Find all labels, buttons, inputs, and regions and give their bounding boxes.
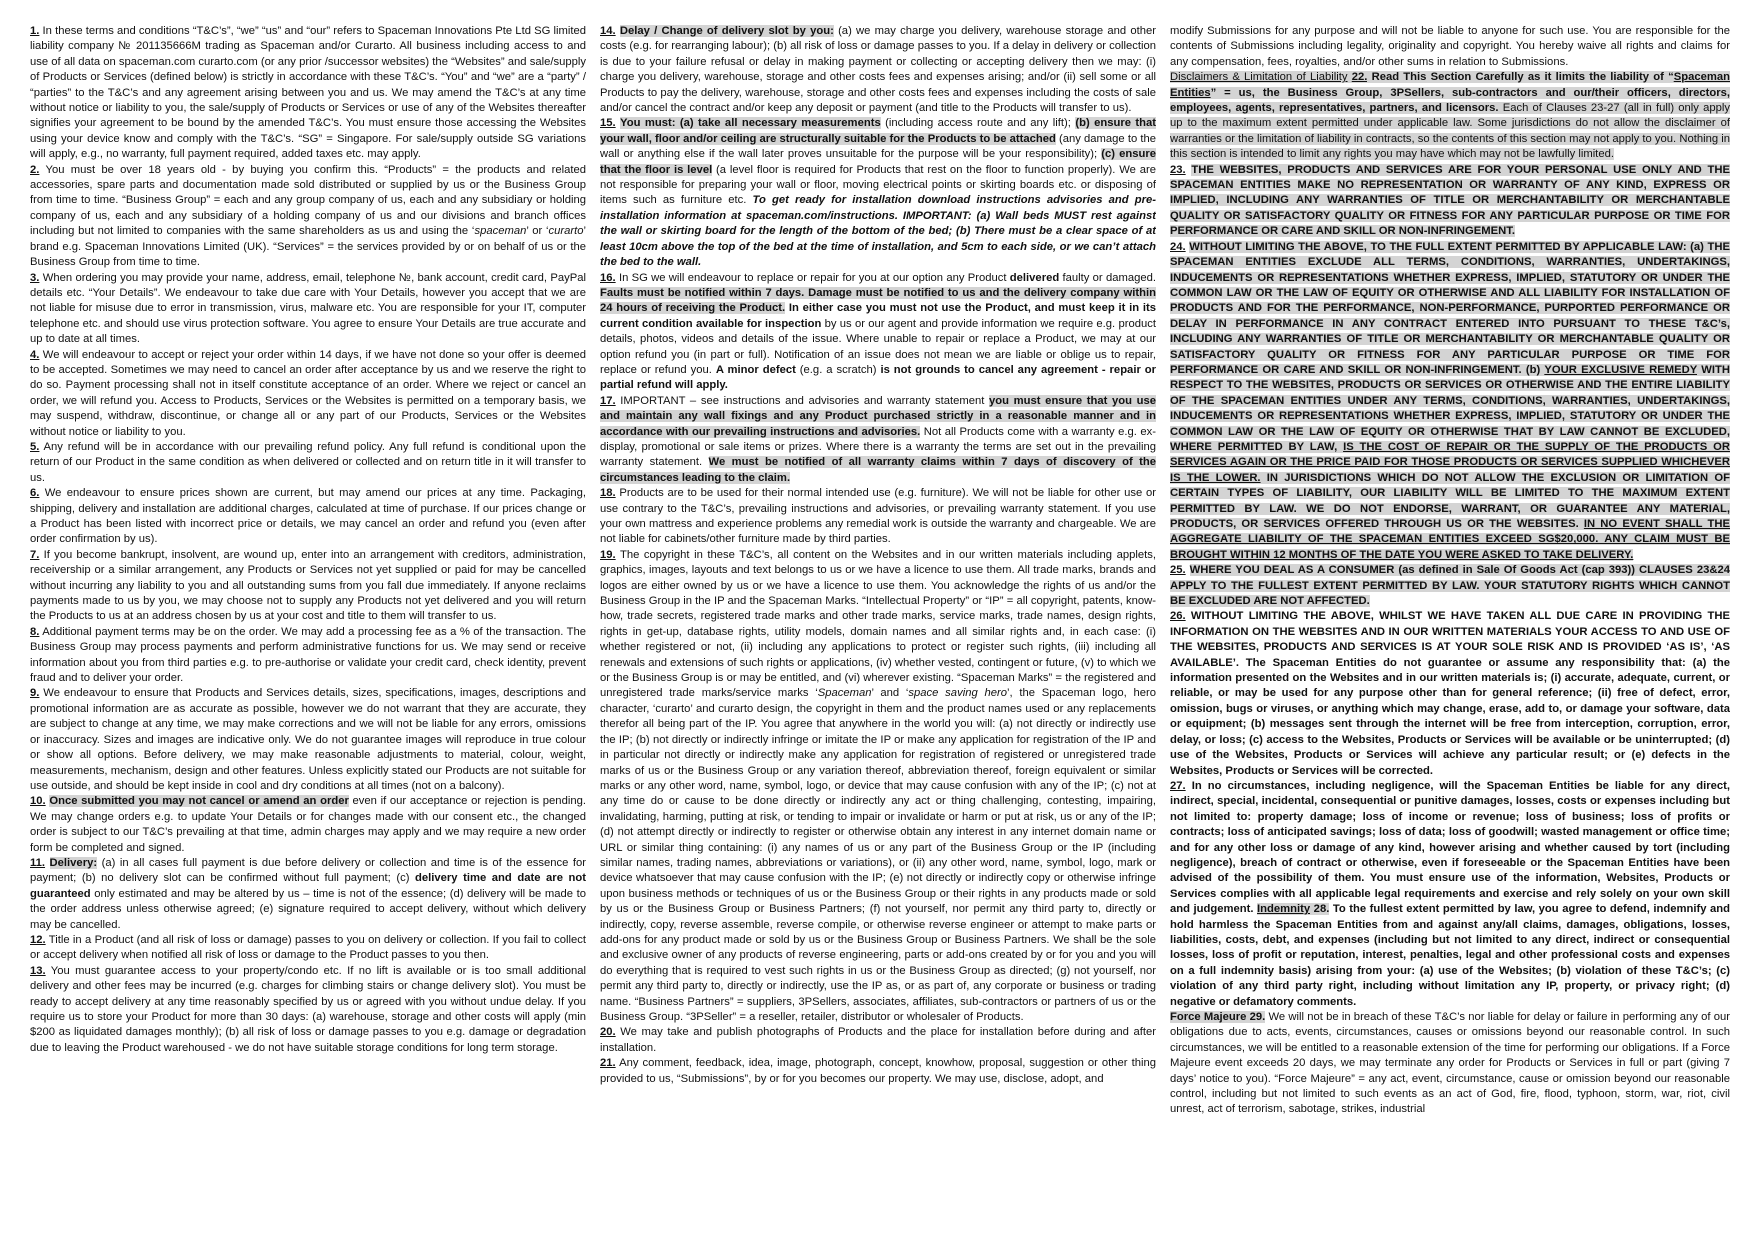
clause-text: In no circumstances, including negligence, will the Spaceman Entities be liable for any direct, indirect, special, incidental, consequential or punitive damages, losses, costs or expenses including but not limited to: property damage; loss of income or revenue; loss of business; loss of profits or contracts; loss of anticipated savings; loss of data; loss of goodwill; wasted management or office time; and for any other loss or damage of any kind, however arising and whether caused by tort (including negligence), breach of contract or otherwise, even if foreseeable or the Spaceman Entities have been advised of the possibility of them. You must ensure use of the information, Websites, Products or Services complies with all applicable legal requirements and exercise and rely solely on your own skill and judgement. bbox=[1170, 779, 1730, 916]
clause-text: THE WEBSITES, PRODUCTS AND SERVICES ARE FOR YOUR PERSONAL USE ONLY AND THE SPACEMAN ENTITIES MAKE NO REPRESENTATION OR WARRANTY OF ANY KIND, EXPRESS OR IMPLIED, INCLUDING ANY WARRANTIES OF TITLE OR MERCHANTABILITY OR MERCHANTABLE QUALITY OR SATISFACTORY QUALITY OR FITNESS FOR ANY PARTICULAR PURPOSE OR TIME FOR PERFORMANCE OR CARE AND SKILL OR NON-INFRINGEMENT. bbox=[1170, 163, 1730, 238]
clause-text: ’ or ‘ bbox=[526, 225, 549, 238]
clause-text: curarto bbox=[548, 225, 584, 238]
clause-9 bbox=[30, 686, 586, 794]
clause-number: 4. bbox=[30, 348, 40, 361]
clause-text: IN JURISDICTIONS WHICH DO NOT ALLOW THE EXCLUSION OR LIMITATION OF CERTAIN TYPES OF LIABILITY, OUR LIABILITY WILL BE LIMITED TO THE MAXIMUM EXTENT PERMITTED BY LAW. WE DO NOT ENDORSE, WARRANT, OR GUARANTEE ANY MATERIAL, PRODUCTS, OR SERVICES OFFERED THROUGH US OR THE WEBSITES. bbox=[1170, 471, 1730, 530]
clause-text: Spaceman Entities bbox=[1170, 71, 1730, 99]
clause-continuation bbox=[1170, 1010, 1730, 1118]
clause-21 bbox=[600, 1056, 1156, 1087]
clause-number: 14. bbox=[600, 25, 616, 37]
clause-text: We will not be in breach of these T&C’s nor liable for delay or failure in performing any of our obligations due to acts, events, circumstances, causes or omissions beyond our reasonable control. In such circumstances, we will be entitled to a reasonable extension of the time for performing our obligations. If a Force Majeure event exceeds 20 days, we may terminate any order for Products or Services in full or part (giving 7 days’ notice to you). “Force Majeure” = any act, event, circumstance, cause or omission beyond our reasonable control, including but not limited to such events as an act of God, fire, flood, typhoon, storm, war, riot, civil unrest, act of terrorism, sabotage, strikes, industrial bbox=[1170, 1011, 1730, 1116]
clause-number: 17. bbox=[600, 394, 616, 407]
clause-text: IS THE COST OF REPAIR OR THE SUPPLY OF THE PRODUCTS OR SERVICES AGAIN OR THE PRICE PAID FOR THOSE PRODUCTS OR SERVICES SUPPLIED WHICHEVER IS THE LOWER. bbox=[1170, 440, 1730, 484]
clause-13 bbox=[30, 964, 586, 1056]
clause-number: 18. bbox=[600, 487, 616, 500]
clause-text: ’ and ‘ bbox=[871, 687, 909, 700]
clause-26 bbox=[1170, 609, 1730, 778]
clause-number: 5. bbox=[30, 440, 40, 453]
clause-6 bbox=[30, 486, 586, 548]
clause-number: 19. bbox=[600, 548, 616, 561]
clause-text: Force Majeure 29. bbox=[1170, 1011, 1266, 1023]
clause-continuation bbox=[1170, 24, 1730, 70]
clause-8 bbox=[30, 625, 586, 687]
clause-1 bbox=[30, 24, 586, 163]
clause-3 bbox=[30, 271, 586, 348]
clause-text: In SG we will endeavour to replace or repair for you at our option any Product bbox=[618, 271, 1010, 284]
clause-text: delivery time and date are not guaranteed bbox=[30, 872, 586, 900]
clause-text: 22. bbox=[1351, 71, 1368, 84]
clause-text: (c) ensure that the floor is level bbox=[600, 148, 1156, 176]
clause-number: 7. bbox=[30, 548, 40, 561]
clause-text: even if our acceptance or rejection is pending. We may change orders e.g. to update Your Details or for changes made with our consent etc., the changed order is subject to our T&C’s prevailing at that time, admin charges may apply and we may require a new order form be completed and signed. bbox=[30, 795, 586, 854]
clause-number: 15. bbox=[600, 117, 616, 130]
clause-text: Each of Clauses 23-27 (all in full) only apply up to the maximum extent permitted under applicable law. Some jurisdictions do not allow the disclaimer of warranties or the limitation of liability in contracts, so the contents of this section may not apply to you. Nothing in this section is intended to limit any rights you may have which may not be lawfully limited. bbox=[1170, 102, 1730, 161]
clause-text: WITHOUT LIMITING THE ABOVE, WHILST WE HAVE TAKEN ALL DUE CARE IN PROVIDING THE INFORMATION ON THE WEBSITES AND IN OUR WRITTEN MATERIALS YOUR ACCESS TO AND USE OF THE WEBSITES, PRODUCTS AND SERVICES IS AT YOUR SOLE RISK AND IS PROVIDED ‘AS IS’, ‘AS AVAILABLE’. The Spaceman Entities do not guarantee or assume any responsibility that: (a) the information presented on the Websites and in our written materials is; (i) accurate, adequate, current, or reliable, or may be used for any purpose other than for general reference; (ii) free of defect, error, omission, bugs or viruses, or anything which may change, erase, add to, or damage your software, data or equipment; (b) messages sent through the internet will be free from interception, corruption, error, delay, or loss; (c) access to the Websites, Products or Services will be available or be uninterrupted; (d) use of the Websites, Products or Services will achieve any particular result; or (e) defects in the Websites, Products or Services will be corrected. bbox=[1170, 610, 1730, 777]
clause-number: 20. bbox=[600, 1026, 616, 1039]
clause-number: 24. bbox=[1170, 240, 1186, 253]
clause-text: WITH RESPECT TO THE WEBSITES, PRODUCTS OR SERVICES OR OTHERWISE AND THE ENTIRE LIABILITY OF THE SPACEMAN ENTITIES UNDER ANY TERMS, CONDITIONS, WARRANTIES, UNDERTAKINGS, INDUCEMENTS OR REPRESENTATIONS WHETHER EXPRESS, IMPLIED, STATUTORY OR UNDER THE COMMON LAW OR THE LAW OF EQUITY OR OTHERWISE THAT BY LAW CANNOT BE EXCLUDED, WHERE PERMITTED BY LAW, bbox=[1170, 363, 1730, 453]
clause-text: YOUR EXCLUSIVE REMEDY bbox=[1544, 363, 1698, 376]
clause-18 bbox=[600, 486, 1156, 548]
clause-text: Disclaimers & Limitation of Liability bbox=[1170, 71, 1348, 84]
clause-text: In these terms and conditions “T&C’s”, “we” “us” and “our” refers to Spaceman Innovations Pte Ltd SG limited liability company № 201135666M trading as Spaceman and/or Curarto. All business including access to and use of all data on spaceman.com curarto.com (or any prior /successor websites) the “Websites” and sale/supply of Products or Services (defined below) is strictly in accordance with these T&C’s. “You” and “we” are a “party” / “parties” to the T&C’s and any agreement arising between you and us. We may amend the T&C’s at any time without notice or liability to you, the sale/supply of Products or Services or use of any of the Websites thereafter signifies your agreement to be bound by the amended T&C’s. You must ensure those accessing the Websites using your device know and comply with the T&C’s. “SG” = Singapore. For sale/supply outside SG variations will apply, e.g., no warranty, full payment required, added taxes etc. may apply. bbox=[30, 25, 586, 161]
clause-text: Read This Section Carefully as it limits the liability of “ bbox=[1367, 71, 1674, 84]
clause-12 bbox=[30, 933, 586, 964]
clause-text: A minor defect bbox=[715, 363, 796, 376]
clause-text: Delivery: bbox=[49, 856, 98, 869]
clause-16 bbox=[600, 271, 1156, 394]
clause-text: The copyright in these T&C’s, all content on the Websites and in our written materials including applets, graphics, images, layouts and text belongs to us or we have a licence to use them. All trade marks, brands and logos are either owned by us or we have a licence to use them. You acknowledge the rights of us and/or the Business Group in the IP and the Spaceman Marks. “Intellectual Property” or “IP” = all copyright, patents, know-how, trade secrets, registered trade marks and other trade marks, service marks, trade names, design rights, rights in get-up, database rights, utility models, domain names and all similar rights and, in each case: (i) whether registered or not, (ii) including any applications to protect or register such rights, (iii) including all renewals and extensions of such rights or applications, (iv) whether vested, contingent or future, (v) to which we or the Business Group is or may be entitled, and (vi) wherever existing. “Spaceman Marks” = the registered and unregistered trade marks/service marks ‘ bbox=[600, 548, 1156, 700]
clause-number: 21. bbox=[600, 1057, 616, 1070]
clause-14 bbox=[600, 24, 1156, 116]
clause-text: delivered bbox=[1009, 271, 1060, 284]
clause-text: Indemnity bbox=[1257, 903, 1311, 916]
clause-17 bbox=[600, 394, 1156, 486]
clause-number: 25. bbox=[1170, 564, 1186, 577]
clause-text: (any damage to the wall or anything else if the wall later proves unsuitable for the purpose will be your responsibility); bbox=[600, 132, 1156, 161]
clause-5 bbox=[30, 440, 586, 486]
clause-number: 11. bbox=[30, 856, 46, 869]
clause-24 bbox=[1170, 240, 1730, 564]
clause-text: (a) in all cases full payment is due before delivery or collection and time is of the essence for payment; (b) no delivery slot can be confirmed without full payment; (c) bbox=[30, 856, 586, 885]
clause-number: 23. bbox=[1170, 163, 1186, 176]
clause-text: We will endeavour to accept or reject your order within 14 days, if we have not done so your offer is deemed to be accepted. Sometimes we may need to cancel an order after acceptance by us and we reserve the right to do so. Payment processing shall not in itself constitute acceptance of an order. Where we reject or cancel an order, we will refund you. Access to Products, Services or the Websites is permitted on a temporary basis, we may suspend, withdraw, discontinue, or change all or any part of our Products, Services or the Websites without notice or liability to you. bbox=[30, 348, 586, 438]
clause-text: We endeavour to ensure that Products and Services details, sizes, specifications, images, descriptions and promotional information are as accurate as possible, however we do not warrant that they are accurate, they are subject to change at any time, we may make corrections and we will not be liable for any errors, omissions or inaccuracy. Sizes and images are indicative only. We do not guarantee images will reproduce in true colour or show all options. Before delivery, we may make reasonable adjustments to material, colour, weight, measurements, mechanism, design and other features. Unless explicitly stated our Products are not suitable for use outside, and should be kept inside in cool and dry conditions at all times (not on a balcony). bbox=[30, 687, 586, 792]
clause-text: (including access route and any lift); bbox=[880, 117, 1076, 130]
clause-25 bbox=[1170, 563, 1730, 609]
clause-text: You must guarantee access to your property/condo etc. If no lift is available or is too small additional delivery and other fees may be incurred (e.g. charges for climbing stairs or change delivery slot). You must be ready to accept delivery at any time reasonably specified by us or agreed with you without undue delay. If you require us to store your Product for more than 30 days: (a) warehouse, storage and other costs will apply (min $200 as liquidated damages monthly); (b) all risk of loss or damage passes to you e.g. damage or degradation due to leaving the Product warehoused - we do not have suitable storage conditions for long term storage. bbox=[30, 964, 586, 1054]
clause-number: 10. bbox=[30, 795, 46, 808]
terms-column-1 bbox=[30, 24, 586, 1224]
clause-number: 16. bbox=[600, 271, 616, 284]
clause-number: 12. bbox=[30, 933, 46, 946]
clause-text: ’ brand e.g. Spaceman Innovations Limited (UK). “Services” = the services provided by or on behalf of us or the Business Group from time to time. bbox=[30, 225, 586, 269]
clause-text: WITHOUT LIMITING THE ABOVE, TO THE FULL EXTENT PERMITTED BY APPLICABLE LAW: (a) THE SPACEMAN ENTITIES EXCLUDE ALL TERMS, CONDITIONS, WARRANTIES, UNDERTAKINGS, INDUCEMENTS OR REPRESENTATIONS WHETHER EXPRESS, IMPLIED, STATUTORY OR UNDER THE COMMON LAW OR THE LAW OF EQUITY OR OTHERWISE AND ALL LIABILITY FOR INSTALLATION OF PRODUCTS AND FOR THE PERFORMANCE, NON-PERFORMANCE, PURPORTED PERFORMANCE OR DELAY IN PERFORMANCE IN ANY CONTRACT ENTERED INTO PURSUANT TO THESE T&C’s, INCLUDING ANY WARRANTIES OF TITLE OR MERCHANTABILITY OR MERCHANTABLE QUALITY OR SATISFACTORY QUALITY OR FITNESS FOR ANY PARTICULAR PURPOSE OR TIME FOR PERFORMANCE OR CARE AND SKILL OR NON-INFRINGEMENT. (b) bbox=[1170, 240, 1730, 376]
clause-text: is not grounds to cancel any agreement - repair or partial refund will apply. bbox=[600, 363, 1156, 392]
clause-2 bbox=[30, 163, 586, 271]
clause-text: spaceman bbox=[474, 225, 527, 238]
clause-7 bbox=[30, 548, 586, 625]
clause-text: Any comment, feedback, idea, image, photograph, concept, knowhow, proposal, suggestion or other thing provided to us, “Submissions”, by or for you becomes our property. We may use, disclose, adopt, and bbox=[600, 1057, 1156, 1085]
clause-text: We endeavour to ensure prices shown are current, but may amend our prices at any time. Packaging, shipping, delivery and installation are additional charges, calculated at time of purchase. If our prices change or a Product has been listed with incorrect price or details, we may cancel an order and refund you (even after order confirmation by us). bbox=[30, 487, 586, 546]
clause-continuation bbox=[1170, 70, 1730, 162]
clause-10 bbox=[30, 794, 586, 856]
clause-number: 3. bbox=[30, 271, 40, 284]
clause-text: You must be over 18 years old - by buying you confirm this. “Products” = the products and related accessories, spare parts and documentation made sold distributed or supplied by us or the Business Group from time to time. “Business Group” = each and any group company of us, each and any subsidiary or holding company of us, each and any subsidiary of a holding company of us and our divisions and branch offices including but not limited to companies with the same shareholders as us and using the ‘ bbox=[30, 163, 586, 238]
clause-text: (a) we may charge you delivery, warehouse storage and other costs (e.g. for rearranging labour); (b) all risk of loss or damage passes to you. If a delay in delivery or collection is due to your failure refusal or delay in making payment or collecting or accepting delivery then we may: (i) charge you delivery, warehouse, storage and other costs fees and expenses arising; and/or (ii) sell some or all Products to pay the delivery, warehouse, storage and other costs fees and expenses including the costs of sale and/or cancel the contract and/or keep any deposit or payment (and title to the Products will transfer to us). bbox=[600, 25, 1156, 115]
clause-text: ” = us, the Business Group, 3PSellers, sub-contractors and our/their officers, directors, employees, agents, representatives, partners, and licensors. bbox=[1170, 86, 1730, 115]
clause-text: Delay / Change of delivery slot by you: bbox=[619, 25, 834, 37]
clause-4 bbox=[30, 348, 586, 440]
clause-text: (b) ensure that your wall, floor and/or ceiling are structurally suitable for the Products to be attached bbox=[600, 117, 1156, 145]
clause-text: We must be notified of all warranty claims within 7 days of discovery of the circumstances leading to the claim. bbox=[600, 456, 1156, 484]
clause-27 bbox=[1170, 779, 1730, 1010]
clause-text: To the fullest extent permitted by law, you agree to defend, indemnify and hold harmless the Spaceman Entities from and against any/all claims, damages, obligations, losses, liabilities, costs, debt, and expenses (including but not limited to any direct, indirect or consequential losses, loss of profit or reputation, interest, penalties, legal and other professional costs and expenses on a full indemnity basis) arising from your: (a) use of the Websites; (b) violation of these T&C’s; (c) violation of any third party right, including without limitation any IP, property, or privacy right; (d) negative or defamatory comments. bbox=[1170, 903, 1730, 1008]
clause-text: 28. bbox=[1310, 903, 1330, 916]
clause-text: You must: (a) take all necessary measurements bbox=[620, 117, 881, 130]
clause-text: Any refund will be in accordance with our prevailing refund policy. Any full refund is conditional upon the return of our Product in the same condition as when delivered or collected and on return title in it will transfer to us. bbox=[30, 440, 586, 484]
terms-column-2 bbox=[600, 24, 1156, 1224]
clause-text: by us or our agent and provide information we require e.g. product details, photos, videos and details of the issue. Where unable to repair or replace a Product, we may at our option refund you (in part or full). Notification of an issue does not mean we are liable or oblige us to repair, replace or refund you. bbox=[600, 317, 1156, 376]
clause-text: space saving hero bbox=[908, 687, 1007, 700]
clause-text: faulty or damaged. bbox=[1059, 271, 1156, 284]
clause-23 bbox=[1170, 163, 1730, 240]
clause-number: 2. bbox=[30, 163, 40, 176]
clause-number: 27. bbox=[1170, 779, 1186, 792]
clause-text: (a level floor is required for Products that rest on the floor to function properly). We are not responsible for preparing your wall or floor, moving electrical points or skirting boards etc. or disposing of items such as furniture etc. bbox=[600, 163, 1156, 207]
clause-text: modify Submissions for any purpose and will not be liable to anyone for such use. You are responsible for the contents of Submissions including legality, originality and copyright. You hereby waive all rights and claims for any compensation, fees, royalties, and/or other sums in relation to Submissions. bbox=[1170, 25, 1730, 68]
clause-number: 1. bbox=[30, 25, 40, 37]
clause-number: 8. bbox=[30, 625, 40, 638]
clause-text: ’, the Spaceman logo, hero character, ‘curarto’ and curarto design, the copyright in them and the product names used or any replacements therefor all being part of the IP. You agree that anywhere in the world you will: (a) not directly or indirectly use the IP; (b) not directly or indirectly infringe or imitate the IP or make any application for registration of the IP and in particular not directly or indirectly make any application for registration of registered or unregistered trade marks of us or the Business Group or any variation thereof, abbreviation thereof, foreign equivalent or similar marks or any other word, name, symbol, logo, or device that may cause confusion with any of the IP; (c) not at any time do or cause to be done directly or indirectly any act or thing challenging, contesting, impairing, invalidating, harming, putting at risk, or tending to impair or invalidate or harm or put at risk, us or any of the IP; (d) not attempt directly or indirectly to register or otherwise obtain any interest in any internet domain name or URL or similar thing containing: (i) any names of us or any part of the Business Group or the IP (including similar names, trading names, abbreviations or variations), or (ii) any other word, name, symbol, logo, mark or device whatsoever that may cause confusion with the IP; (e) not directly or indirectly copy or otherwise infringe upon business methods or techniques of us or the Business Group or their rights in any products made or sold by us or the Business Group or Business Partners; (f) not yourself, nor permit any third party to, directly or indirectly, copy, reverse assemble, reverse compile, or otherwise reverse engineer or attempt to make parts or add-ons for any product made or sold by us or the Business Group or Business Partners. We shall be the sole and exclusive owner of any products of reverse engineering, parts or add-ons created by or for you and you will do everything that is required to vest such rights in us or the Business Group as directed; (g) not yourself, nor permit any third party to, directly or indirectly, use the IP as, or as part of, any corporate or business or trading name. “Business Partners” = suppliers, 3PSellers, associates, affiliates, sub-contractors or partners of us or the Business Group. “3PSeller” = a reseller, retailer, distributor or wholesaler of Products. bbox=[600, 687, 1156, 1023]
clause-number: 26. bbox=[1170, 610, 1186, 623]
clause-text: When ordering you may provide your name, address, email, telephone №, bank account, credit card, PayPal details etc. “Your Details”. We endeavour to take due care with Your Details, however you accept that we are not liable for misuse due to error in transmission, virus, malware etc. You are responsible for your IT, computer telephone etc. and should use virus protection software. You agree to ensure Your Details are true accurate and up to date at all times. bbox=[30, 271, 586, 346]
clause-11 bbox=[30, 856, 586, 933]
clause-text: Not all Products come with a warranty e.g. ex-display, promotional or sale items or prizes. Where there is a warranty the terms are set out in the prevailing warranty statement. bbox=[600, 425, 1156, 469]
clause-text: you must ensure that you use and maintain any wall fixings and any Product purchased strictly in a reasonable manner and in accordance with our prevailing instructions and advisories. bbox=[600, 394, 1156, 438]
clause-text: To get ready for installation download instructions advisories and pre-installation information at spaceman.com/instructions. IMPORTANT: (a) Wall beds MUST rest against the wall or skirting board for the length of the bottom of the bed; (b) There must be a clear space of at least 10cm above the top of the bed at the time of installation, and 5cm to each side, or we can’t attach the bed to the wall. bbox=[600, 194, 1156, 269]
clause-text: Products are to be used for their normal intended use (e.g. furniture). We will not be liable for other use or use contrary to the T&C’s, prevailing instructions and advisories, or prevailing warranty statement. If you use your own mattress and experience problems any remedial work is outside the warranty and chargeable. We are not liable for cabinets/other furniture made by third parties. bbox=[600, 487, 1156, 546]
clause-text: Faults must be notified within 7 days. Damage must be notified to us and the delivery company within 24 hours of receiving the Product. bbox=[600, 286, 1156, 315]
clause-text: IMPORTANT – see instructions and advisories and warranty statement bbox=[620, 394, 990, 407]
clause-text: We may take and publish photographs of Products and the place for installation before during and after installation. bbox=[600, 1026, 1156, 1054]
clause-15 bbox=[600, 116, 1156, 270]
clause-text: If you become bankrupt, insolvent, are wound up, enter into an arrangement with creditors, administration, receivership or a similar arrangement, any Products or Services not yet supplied or paid for may be cancelled without incurring any liability to you and all outstanding sums from you fall due immediately. If anyone reclaims payments made to us by you, we may choose not to supply any Products not yet delivered and you will return the Products to us at an address chosen by us at your cost and title to them will transfer to us. bbox=[30, 548, 586, 623]
clause-20 bbox=[600, 1025, 1156, 1056]
clause-text: Additional payment terms may be on the order. We may add a processing fee as a % of the transaction. The Business Group may process payments and perform administrative functions for us. We may send or receive information about you from third parties e.g. to pre-authorise or validate your credit card, check identity, prevent fraud and to deliver your order. bbox=[30, 625, 586, 685]
clause-text: (e.g. a scratch) bbox=[795, 363, 881, 376]
terms-column-3 bbox=[1170, 24, 1730, 1224]
clause-19 bbox=[600, 548, 1156, 1026]
clause-text: Title in a Product (and all risk of loss or damage) passes to you on delivery or collection. If you fail to collect or accept delivery when notified all risk of loss or damage to the Product passes to you then. bbox=[30, 933, 586, 962]
clause-text: IN NO EVENT SHALL THE AGGREGATE LIABILITY OF THE SPACEMAN ENTITIES EXCEED SG$20,000. ANY CLAIM MUST BE BROUGHT WITHIN 12 MONTHS OF THE DATE YOU WERE ASKED TO TAKE DELIVERY. bbox=[1170, 518, 1730, 561]
clause-text: In either case you must not use the Product, and must keep it in its current condition available for inspection bbox=[600, 302, 1156, 330]
clause-text: Once submitted you may not cancel or amend an order bbox=[49, 795, 349, 808]
clause-number: 9. bbox=[30, 687, 40, 700]
clause-text: WHERE YOU DEAL AS A CONSUMER (as defined in Sale Of Goods Act (cap 393)) CLAUSES 23&24 APPLY TO THE FULLEST EXTENT PERMITTED BY LAW. YOUR STATUTORY RIGHTS WHICH CANNOT BE EXCLUDED ARE NOT AFFECTED. bbox=[1170, 564, 1730, 608]
clause-number: 6. bbox=[30, 487, 40, 500]
clause-text: only estimated and may be altered by us – time is not of the essence; (d) delivery will be made to the order address unless otherwise agreed; (e) signature required to accept delivery, without which delivery may be cancelled. bbox=[30, 887, 586, 931]
clause-number: 13. bbox=[30, 964, 46, 977]
clause-text: Spaceman bbox=[817, 687, 872, 700]
